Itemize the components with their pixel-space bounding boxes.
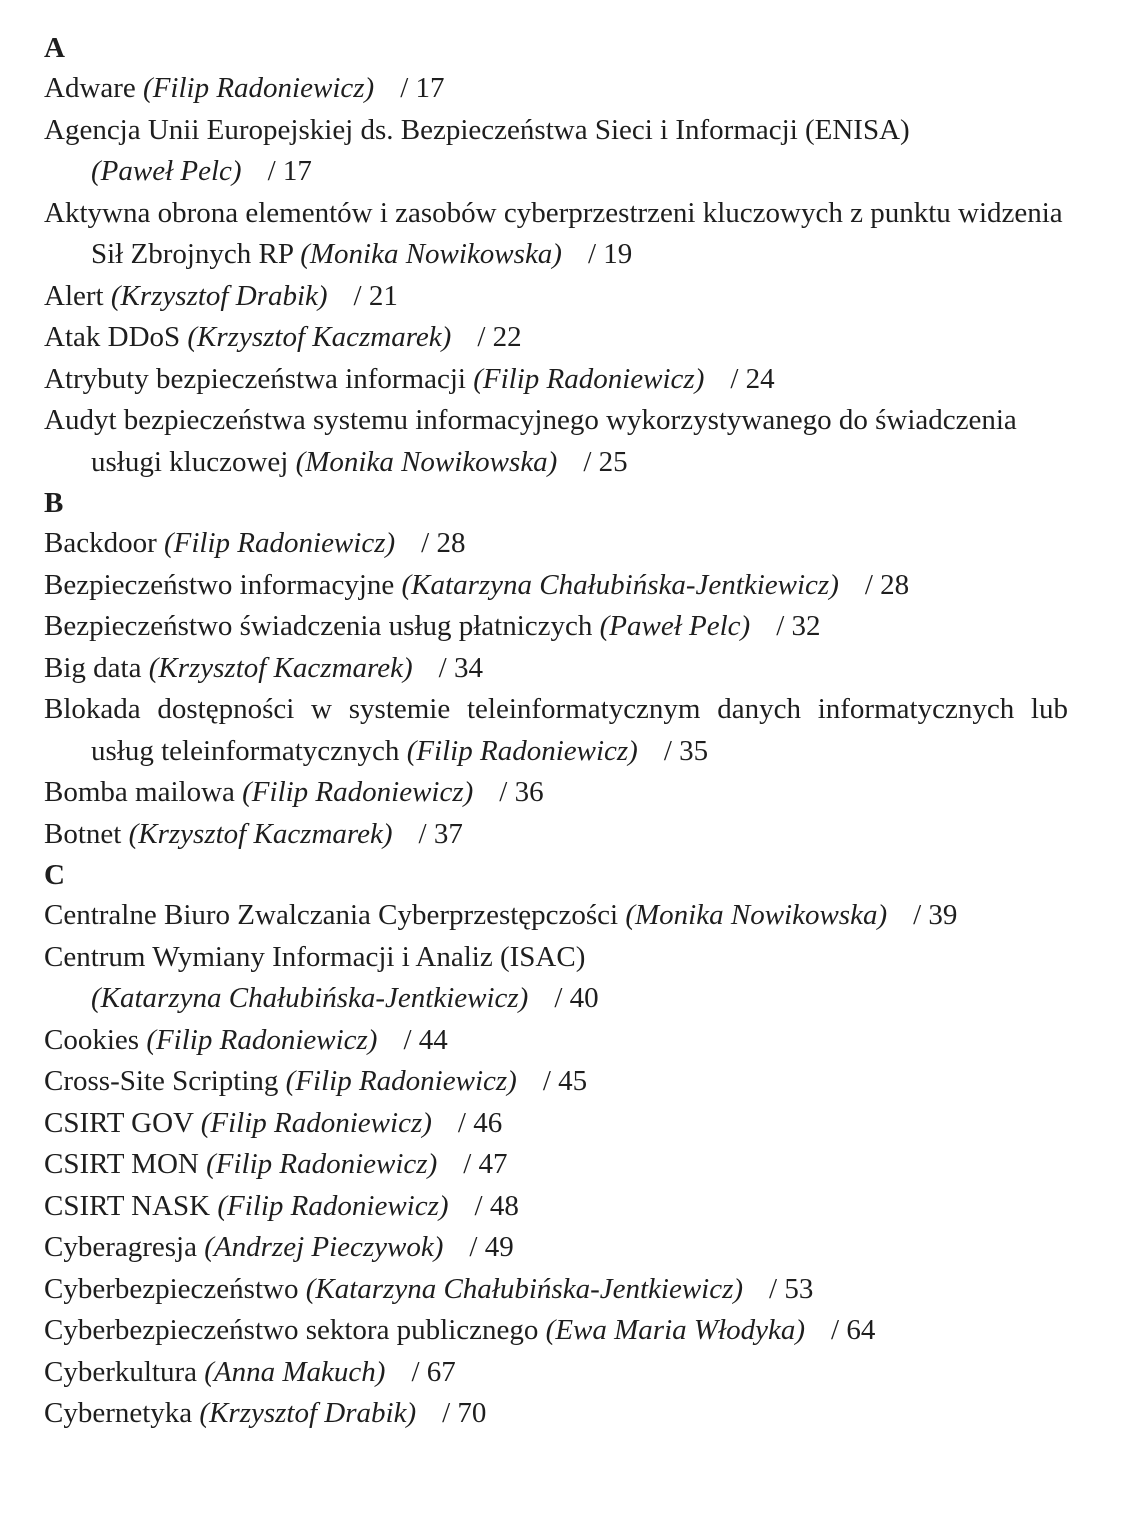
- entry-title: Aktywna obrona elementów i zasobów cyberprzestrzeni kluczowych z punktu widzenia Sił Zbrojnych RP: [44, 196, 1063, 270]
- entry-page: / 17: [400, 72, 445, 104]
- index-entry: [44, 937, 1068, 1020]
- index-entry: [44, 1186, 1068, 1228]
- entry-page: / 25: [583, 445, 628, 478]
- entry-author: (Filip Radoniewicz): [146, 1023, 378, 1056]
- entry-author: (Katarzyna Chałubińska-Jentkiewicz): [91, 982, 529, 1014]
- entry-author: (Krzysztof Drabik): [110, 279, 328, 312]
- entry-page: / 48: [474, 1189, 519, 1222]
- index-entry: [44, 400, 1068, 483]
- entry-page: / 70: [442, 1397, 487, 1429]
- entry-page: / 35: [663, 734, 709, 767]
- index-entry: [44, 1310, 1068, 1352]
- entry-author: (Filip Radoniewicz): [143, 72, 375, 104]
- entry-page: / 44: [403, 1023, 448, 1056]
- entry-page: / 39: [913, 899, 958, 931]
- entry-page: / 67: [411, 1355, 456, 1388]
- index-entry: [44, 68, 1068, 110]
- entry-title: Bomba mailowa: [44, 776, 235, 808]
- index-entry: [44, 1269, 1068, 1311]
- entry-title: Cyberbezpieczeństwo: [44, 1272, 299, 1305]
- index-entry: [44, 1061, 1068, 1103]
- entry-title: Atak DDoS: [44, 321, 181, 353]
- entry-title: Alert: [44, 279, 104, 312]
- entry-page: / 49: [469, 1231, 514, 1263]
- section-letter: B: [44, 487, 64, 519]
- index-entry: [44, 276, 1068, 318]
- entry-title: Cyberbezpieczeństwo sektora publicznego: [44, 1314, 539, 1346]
- entry-page: / 47: [463, 1148, 508, 1180]
- entry-title: Cross-Site Scripting: [44, 1065, 279, 1097]
- entry-author: (Ewa Maria Włodyka): [545, 1314, 806, 1346]
- index-entry: [44, 317, 1068, 359]
- entry-page: / 28: [864, 568, 910, 601]
- index-entry: [44, 565, 1068, 607]
- entry-author: (Monika Nowikowska): [295, 445, 558, 478]
- entry-title: Big data: [44, 651, 142, 684]
- entry-author: (Filip Radoniewicz): [164, 527, 396, 559]
- entry-title: Bezpieczeństwo świadczenia usług płatniczych: [44, 610, 593, 642]
- entry-author: (Krzysztof Kaczmarek): [128, 817, 393, 850]
- index-entry: [44, 648, 1068, 690]
- entry-title: CSIRT GOV: [44, 1106, 194, 1139]
- entry-author: (Monika Nowikowska): [625, 899, 888, 931]
- entry-title: Backdoor: [44, 527, 157, 559]
- index-entry: [44, 814, 1068, 856]
- entry-author: (Filip Radoniewicz): [473, 362, 705, 395]
- entry-author: (Filip Radoniewicz): [285, 1065, 517, 1097]
- entry-page: / 36: [499, 776, 544, 808]
- index-entry: [44, 689, 1068, 772]
- entry-author: (Krzysztof Kaczmarek): [187, 321, 452, 353]
- entry-author: (Filip Radoniewicz): [206, 1148, 438, 1180]
- entry-author: (Filip Radoniewicz): [406, 734, 638, 767]
- entry-title: CSIRT NASK: [44, 1189, 211, 1222]
- index-section-a: [44, 28, 1068, 483]
- entry-title: Bezpieczeństwo informacyjne: [44, 568, 395, 601]
- entry-page: / 28: [421, 527, 466, 559]
- entry-page: / 32: [776, 610, 821, 642]
- entry-author: (Paweł Pelc): [599, 610, 751, 642]
- entry-page: / 46: [457, 1106, 503, 1139]
- index-entry: [44, 1227, 1068, 1269]
- entry-title: Audyt bezpieczeństwa systemu informacyjnego wykorzystywanego do świadczenia usługi kluczowej: [44, 404, 1017, 478]
- entry-author: (Katarzyna Chałubińska-Jentkiewicz): [401, 568, 839, 601]
- entry-title: CSIRT MON: [44, 1148, 199, 1180]
- entry-author: (Monika Nowikowska): [300, 238, 562, 270]
- index-entry: [44, 895, 1068, 937]
- index-entry: [44, 772, 1068, 814]
- entry-page: / 45: [542, 1065, 588, 1097]
- entry-author: (Krzysztof Drabik): [199, 1397, 417, 1429]
- entry-page: / 53: [769, 1272, 814, 1305]
- entry-title: Agencja Unii Europejskiej ds. Bezpieczeństwa Sieci i Informacji (ENISA): [44, 113, 910, 146]
- section-letter: A: [44, 32, 65, 64]
- entry-title: Cookies: [44, 1023, 140, 1056]
- entry-page: / 21: [353, 279, 398, 312]
- entry-author: (Filip Radoniewicz): [200, 1106, 432, 1139]
- index-entry: [44, 1393, 1068, 1435]
- entry-author: (Andrzej Pieczywok): [204, 1231, 444, 1263]
- index-entry: [44, 523, 1068, 565]
- entry-page: / 24: [730, 362, 775, 395]
- entry-author: (Paweł Pelc): [91, 155, 242, 187]
- entry-title: Cyberagresja: [44, 1231, 197, 1263]
- entry-title: Blokada dostępności w systemie teleinformatycznym danych informatycznych lub usług teleinformatycznych: [44, 693, 1068, 767]
- entry-title: Botnet: [44, 817, 122, 850]
- entry-author: (Filip Radoniewicz): [217, 1189, 449, 1222]
- index-entry: [44, 359, 1068, 401]
- entry-page: / 40: [554, 982, 599, 1014]
- entry-title: Centralne Biuro Zwalczania Cyberprzestępczości: [44, 899, 619, 931]
- index-section-c: [44, 855, 1068, 1435]
- entry-title: Atrybuty bezpieczeństwa informacji: [44, 362, 466, 395]
- entry-page: / 19: [587, 238, 633, 270]
- index-entry: [44, 606, 1068, 648]
- entry-title: Centrum Wymiany Informacji i Analiz (ISAC): [44, 940, 586, 973]
- entry-author: (Katarzyna Chałubińska-Jentkiewicz): [305, 1272, 744, 1305]
- entry-author: (Filip Radoniewicz): [242, 776, 474, 808]
- entry-author: (Anna Makuch): [204, 1355, 386, 1388]
- entry-page: / 17: [267, 155, 312, 187]
- index-section-b: [44, 483, 1068, 855]
- index-entry: [44, 1103, 1068, 1145]
- index-entry: [44, 1020, 1068, 1062]
- entry-page: / 34: [438, 651, 483, 684]
- index-entry: [44, 193, 1068, 276]
- entry-author: (Krzysztof Kaczmarek): [148, 651, 413, 684]
- entry-title: Adware: [44, 72, 136, 104]
- index-entry: [44, 1144, 1068, 1186]
- section-letter: C: [44, 859, 65, 891]
- entry-page: / 37: [418, 817, 463, 850]
- entry-page: / 64: [831, 1314, 876, 1346]
- entry-title: Cybernetyka: [44, 1397, 193, 1429]
- index-entry: [44, 1352, 1068, 1394]
- entry-page: / 22: [477, 321, 522, 353]
- index-entry: [44, 110, 1068, 193]
- entry-title: Cyberkultura: [44, 1355, 198, 1388]
